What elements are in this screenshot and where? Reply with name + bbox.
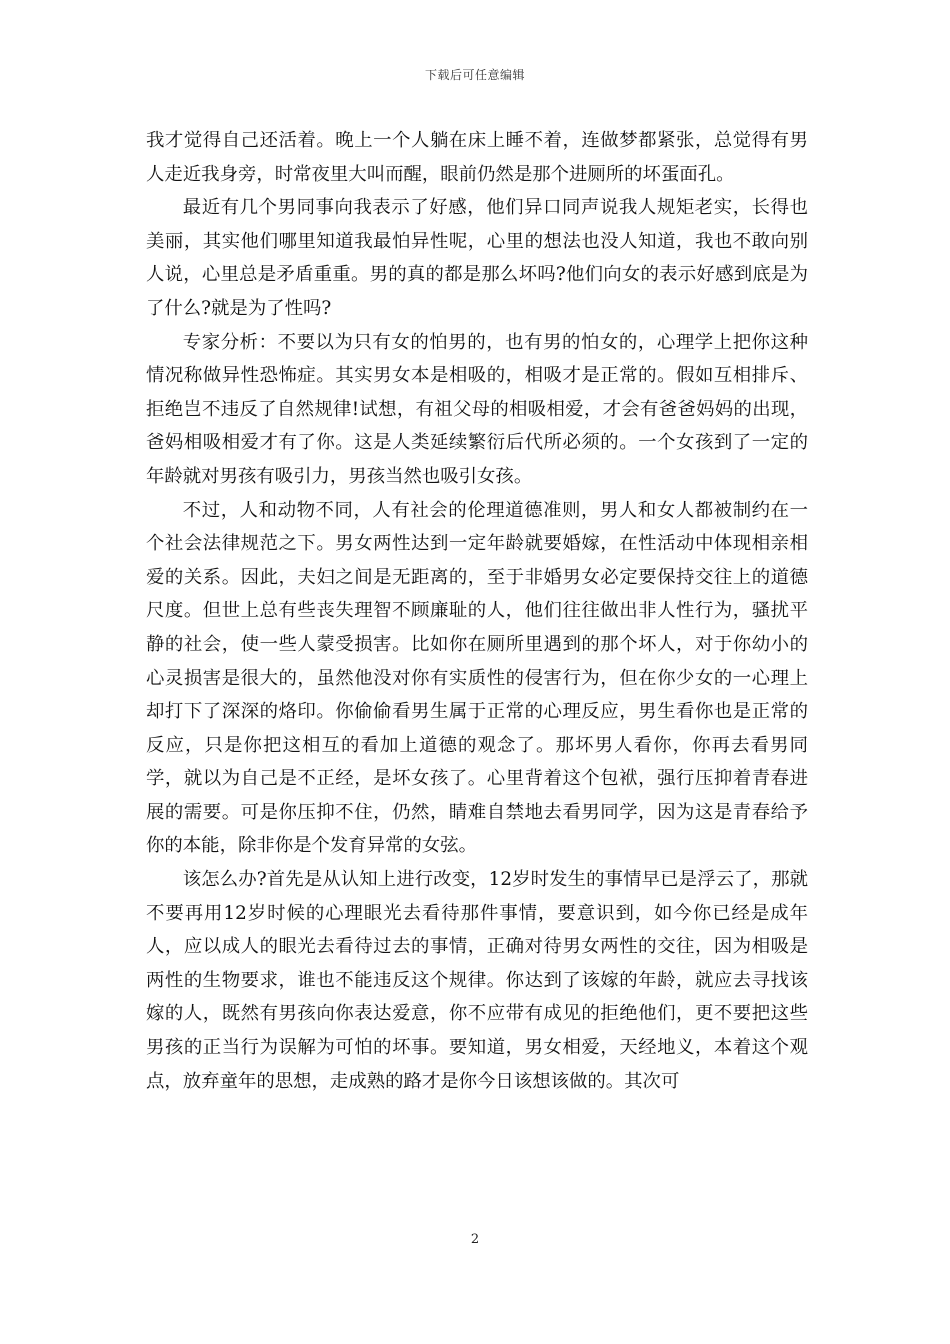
page-number: 2 <box>470 1232 480 1247</box>
document-body <box>146 124 808 1098</box>
paragraph-2: 最近有几个男同事向我表示了好感，他们异口同声说我人规矩老实，长得也美丽，其实他们哪里知道我最怕异性呢，心里的想法也没人知道，我也不敢向别人说，心里总是矛盾重重。男的真的都是那么坏吗?他们向女的表示好感到底是为了什么?就是为了性吗? <box>146 197 808 319</box>
paragraph-5: 该怎么办?首先是从认知上进行改变，12岁时发生的事情早已是浮云了，那就不要再用12岁时候的心理眼光去看待那件事情，要意识到，如今你已经是成年人，应以成人的眼光去看待过去的事情，正确对待男女两性的交往，因为相吸是两性的生物要求，谁也不能违反这个规律。你达到了该嫁的年龄，就应去寻找该嫁的人，既然有男孩向你表达爱意，你不应带有成见的拒绝他们，更不要把这些男孩的正当行为误解为可怕的坏事。要知道，男女相爱，天经地义，本着这个观点，放弃童年的思想，走成熟的路才是你今日该想该做的。其次可 <box>146 869 808 1092</box>
paragraph-1: 我才觉得自己还活着。晚上一个人躺在床上睡不着，连做梦都紧张，总觉得有男人走近我身旁，时常夜里大叫而醒，眼前仍然是那个进厕所的坏蛋面孔。 <box>146 130 808 185</box>
paragraph-4: 不过，人和动物不同，人有社会的伦理道德准则，男人和女人都被制约在一个社会法律规范之下。男女两性达到一定年龄就要婚嫁，在性活动中体现相亲相爱的关系。因此，夫妇之间是无距离的，至于非婚男女必定要保持交往上的道德尺度。但世上总有些丧失理智不顾廉耻的人，他们往往做出非人性行为，骚扰平静的社会，使一些人蒙受损害。比如你在厕所里遇到的那个坏人，对于你幼小的心灵损害是很大的，虽然他没对你有实质性的侵害行为，但在你少女的一心理上却打下了深深的烙印。你偷偷看男生属于正常的心理反应，男生看你也是正常的反应，只是你把这相互的看加上道德的观念了。那坏男人看你，你再去看男同学，就以为自己是不正经，是坏女孩了。心里背着这个包袱，强行压抑着青春进展的需要。可是你压抑不住，仍然，睛难自禁地去看男同学，因为这是青春给予你的本能，除非你是个发育异常的女弦。 <box>146 499 808 857</box>
paragraph-3: 专家分析：不要以为只有女的怕男的，也有男的怕女的，心理学上把你这种情况称做异性恐怖症。其实男女本是相吸的，相吸才是正常的。假如互相排斥、拒绝岂不违反了自然规律!试想，有祖父母的相吸相爱，才会有爸爸妈妈的出现，爸妈相吸相爱才有了你。这是人类延续繁衍后代所必须的。一个女孩到了一定的年龄就对男孩有吸引力，男孩当然也吸引女孩。 <box>146 331 808 487</box>
page-header: 下载后可任意编辑 <box>424 68 525 82</box>
